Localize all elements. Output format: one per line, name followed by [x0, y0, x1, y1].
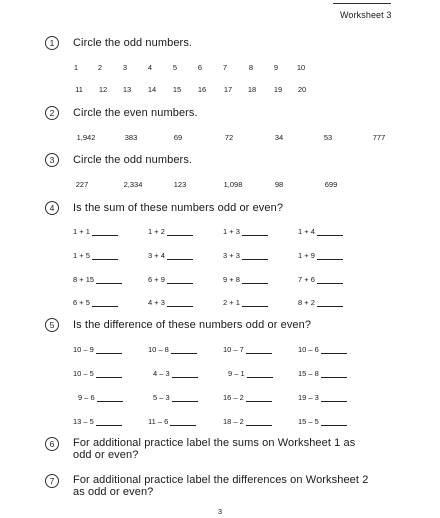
answer-blank[interactable]	[167, 228, 193, 236]
question-2-number: 2	[45, 106, 59, 120]
answer-blank[interactable]	[92, 299, 118, 307]
question-1-row-2	[0, 85, 440, 97]
difference-expression: 10 – 7	[223, 345, 244, 354]
page-number: 3	[217, 507, 223, 516]
difference-item	[73, 417, 122, 426]
difference-expression: 10 – 6	[298, 345, 319, 354]
answer-blank[interactable]	[321, 394, 347, 402]
difference-item	[228, 369, 273, 378]
difference-item	[153, 369, 198, 378]
answer-blank[interactable]	[242, 228, 268, 236]
sum-expression: 8 + 2	[298, 298, 315, 307]
answer-blank[interactable]	[247, 370, 273, 378]
number-item: 13	[122, 85, 132, 94]
sum-expression: 3 + 3	[223, 251, 240, 260]
answer-blank[interactable]	[96, 346, 122, 354]
difference-item	[223, 345, 272, 354]
answer-blank[interactable]	[242, 276, 268, 284]
difference-expression: 10 – 5	[73, 369, 94, 378]
number-item: 3	[122, 63, 128, 72]
question-2-row	[0, 133, 440, 145]
number-item: 227	[75, 180, 89, 189]
difference-expression: 16 – 2	[223, 393, 244, 402]
sum-expression: 1 + 9	[298, 251, 315, 260]
question-5-text: Is the difference of these numbers odd or even?	[73, 319, 312, 331]
difference-expression: 9 – 1	[228, 369, 245, 378]
answer-blank[interactable]	[170, 418, 196, 426]
difference-expression: 5 – 3	[153, 393, 170, 402]
number-item: 8	[248, 63, 254, 72]
sum-item	[298, 251, 343, 260]
difference-item	[153, 393, 198, 402]
number-item: 15	[172, 85, 182, 94]
number-item: 123	[173, 180, 187, 189]
difference-item	[73, 369, 122, 378]
number-item: 699	[324, 180, 338, 189]
answer-blank[interactable]	[242, 252, 268, 260]
sum-expression: 1 + 2	[148, 227, 165, 236]
difference-item	[78, 393, 123, 402]
answer-blank[interactable]	[246, 418, 272, 426]
answer-blank[interactable]	[96, 276, 122, 284]
question-6-line-2: odd or even?	[73, 449, 139, 461]
sum-item	[73, 227, 118, 236]
number-item: 5	[172, 63, 178, 72]
answer-blank[interactable]	[246, 346, 272, 354]
sum-item	[148, 298, 193, 307]
sum-item	[298, 227, 343, 236]
answer-blank[interactable]	[92, 228, 118, 236]
difference-item	[298, 345, 347, 354]
sum-item	[298, 298, 343, 307]
answer-blank[interactable]	[317, 276, 343, 284]
sum-expression: 1 + 1	[73, 227, 90, 236]
sum-item	[73, 275, 122, 284]
question-7-number: 7	[45, 474, 59, 488]
sum-item	[148, 251, 193, 260]
answer-blank[interactable]	[96, 418, 122, 426]
answer-blank[interactable]	[171, 346, 197, 354]
answer-blank[interactable]	[317, 228, 343, 236]
number-item: 53	[323, 133, 333, 142]
difference-item	[148, 417, 196, 426]
sum-expression: 8 + 15	[73, 275, 95, 284]
difference-item	[298, 393, 347, 402]
question-6-text	[73, 437, 355, 461]
sum-expression: 6 + 5	[73, 298, 90, 307]
sum-expression: 3 + 4	[148, 251, 165, 260]
sum-expression: 9 + 8	[223, 275, 240, 284]
sum-expression: 1 + 4	[298, 227, 315, 236]
number-item: 10	[296, 63, 306, 72]
number-item: 98	[274, 180, 284, 189]
difference-expression: 15 – 8	[298, 369, 319, 378]
sum-item	[148, 227, 193, 236]
sum-expression: 7 + 6	[298, 275, 315, 284]
question-3-text: Circle the odd numbers.	[73, 154, 193, 166]
number-item: 383	[124, 133, 138, 142]
difference-expression: 19 – 3	[298, 393, 319, 402]
answer-blank[interactable]	[172, 370, 198, 378]
question-4-text: Is the sum of these numbers odd or even?	[73, 202, 284, 214]
sum-expression: 1 + 5	[73, 251, 90, 260]
number-item: 2	[97, 63, 103, 72]
number-item: 1,098	[223, 180, 243, 189]
answer-blank[interactable]	[321, 418, 347, 426]
answer-blank[interactable]	[167, 299, 193, 307]
question-5-number: 5	[45, 318, 59, 332]
number-item: 16	[197, 85, 207, 94]
question-1-number: 1	[45, 36, 59, 50]
difference-expression: 9 – 6	[78, 393, 95, 402]
number-item: 9	[273, 63, 279, 72]
answer-blank[interactable]	[242, 299, 268, 307]
sum-item	[223, 251, 268, 260]
number-item: 72	[224, 133, 234, 142]
number-item: 19	[273, 85, 283, 94]
difference-expression: 15 – 5	[298, 417, 319, 426]
sum-item	[223, 227, 268, 236]
number-item: 34	[274, 133, 284, 142]
difference-item	[223, 393, 272, 402]
question-6-line-1: For additional practice label the sums on Worksheet 1 as	[73, 437, 356, 449]
sum-item	[73, 251, 118, 260]
difference-expression: 10 – 8	[148, 345, 169, 354]
number-item: 1	[73, 63, 79, 72]
answer-blank[interactable]	[167, 252, 193, 260]
sum-expression: 4 + 3	[148, 298, 165, 307]
difference-item	[298, 369, 347, 378]
answer-blank[interactable]	[167, 276, 193, 284]
question-7-line-1: For additional practice label the differences on Worksheet 2	[73, 474, 369, 486]
sum-expression: 6 + 9	[148, 275, 165, 284]
difference-item	[298, 417, 347, 426]
sum-item	[148, 275, 193, 284]
answer-blank[interactable]	[321, 346, 347, 354]
difference-expression: 11 – 6	[148, 417, 169, 426]
question-3-row	[0, 180, 440, 192]
number-item: 11	[75, 85, 83, 94]
answer-blank[interactable]	[92, 252, 118, 260]
question-6-number: 6	[45, 437, 59, 451]
question-7-line-2: as odd or even?	[73, 486, 154, 498]
sum-item	[223, 275, 268, 284]
number-item: 69	[173, 133, 183, 142]
number-item: 1,942	[76, 133, 96, 142]
difference-expression: 10 – 9	[73, 345, 94, 354]
difference-expression: 4 – 3	[153, 369, 170, 378]
question-1-row-1	[0, 63, 440, 75]
sum-expression: 1 + 3	[223, 227, 240, 236]
sum-item	[223, 298, 268, 307]
sum-item	[73, 298, 118, 307]
question-2-text: Circle the even numbers.	[73, 107, 198, 119]
header-rule	[333, 3, 391, 4]
answer-blank[interactable]	[317, 299, 343, 307]
difference-expression: 13 – 5	[73, 417, 94, 426]
answer-blank[interactable]	[96, 370, 122, 378]
question-1-text: Circle the odd numbers.	[73, 37, 193, 49]
sum-expression: 2 + 1	[223, 298, 240, 307]
difference-item	[223, 417, 272, 426]
difference-expression: 18 – 2	[223, 417, 244, 426]
number-item: 4	[147, 63, 153, 72]
sum-item	[298, 275, 343, 284]
number-item: 17	[223, 85, 233, 94]
difference-item	[73, 345, 122, 354]
answer-blank[interactable]	[97, 394, 123, 402]
question-7-text	[73, 474, 368, 498]
worksheet-label: Worksheet 3	[340, 10, 392, 20]
answer-blank[interactable]	[172, 394, 198, 402]
question-3-number: 3	[45, 153, 59, 167]
number-item: 777	[372, 133, 386, 142]
number-item: 20	[297, 85, 307, 94]
answer-blank[interactable]	[321, 370, 347, 378]
number-item: 7	[222, 63, 228, 72]
number-item: 14	[147, 85, 157, 94]
number-item: 6	[197, 63, 203, 72]
question-4-number: 4	[45, 201, 59, 215]
number-item: 2,334	[123, 180, 143, 189]
number-item: 18	[247, 85, 257, 94]
number-item: 12	[98, 85, 108, 94]
answer-blank[interactable]	[317, 252, 343, 260]
difference-item	[148, 345, 197, 354]
answer-blank[interactable]	[246, 394, 272, 402]
